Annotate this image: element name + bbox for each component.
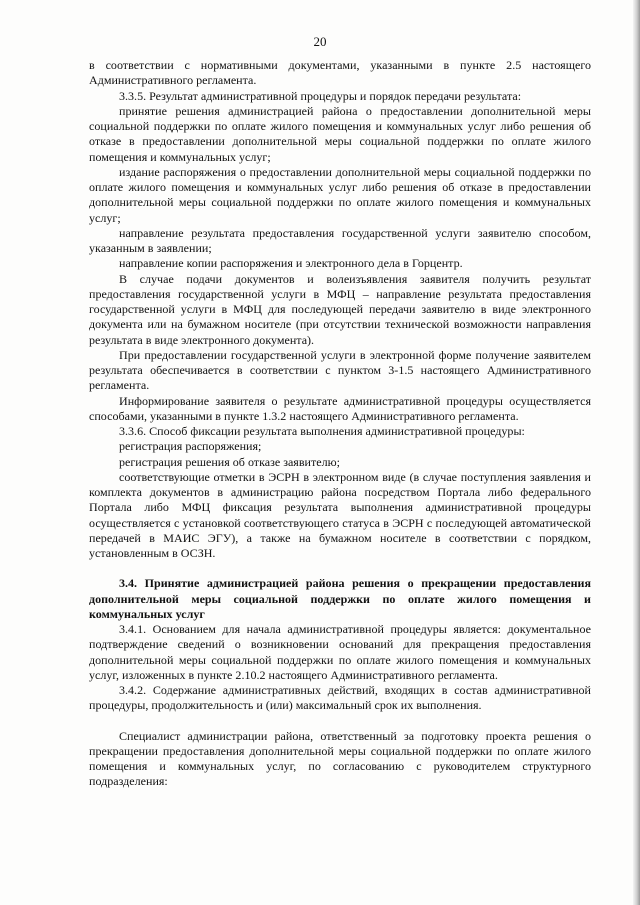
section-3-4-heading: 3.4. Принятие администрацией района решения о прекращении предоставления дополнительной меры социальной поддержки по оплате жилого помещения и коммунальных услуг xyxy=(89,576,591,621)
section-3-3-6-title: 3.3.6. Способ фиксации результата выполнения административной процедуры: xyxy=(119,424,525,438)
list-item: регистрация распоряжения; xyxy=(119,439,262,454)
paragraph: Информирование заявителя о результате административной процедуры осуществляется способами, указанными в пункте 1.3.2 настоящего Административного регламента. xyxy=(89,393,591,423)
document-body xyxy=(89,58,591,790)
paragraph: В случае подачи документов и волеизъявления заявителя получить результат предоставления государственной услуги в МФЦ – направление результата предоставления государственной услуги в МФЦ для последующей передачи заявителю в виде электронного документа или на бумажном носителе (при отсутствии технической возможности направления результата в виде электронного документа). xyxy=(89,271,591,347)
paragraph-continuation: в соответствии с нормативными документами, указанными в пункте 2.5 настоящего Административного регламента. xyxy=(89,58,591,88)
paragraph: При предоставлении государственной услуги в электронной форме получение заявителем результата обеспечивается в соответствии с пунктом 3-1.5 настоящего Административного регламента. xyxy=(89,347,591,393)
scan-edge-shadow xyxy=(633,0,640,905)
list-item: соответствующие отметки в ЭСРН в электронном виде (в случае поступления заявления и комплекта документов в администрацию района посредством Портала либо федерального Портала либо МФЦ фиксация результата выполнения административной процедуры осуществляется с установкой соответствующего статуса в ЭСРН с последующей автоматической передачей в МАИС ЭГУ), а также на бумажном носителе в соответствии с порядком, установленным в ОСЗН. xyxy=(89,469,591,560)
list-item: принятие решения администрацией района о предоставлении дополнительной меры социальной поддержки по оплате жилого помещения и коммунальных услуг либо решения об отказе в предоставлении дополнительной меры социальной поддержки по оплате жилого помещения и коммунальных услуг; xyxy=(89,103,591,164)
section-3-4-1: 3.4.1. Основанием для начала административной процедуры является: документальное подтверждение сведений о возникновении оснований для прекращения предоставления дополнительной меры социальной поддержки по оплате жилого помещения и коммунальных услуг, изложенных в пункте 2.10.2 настоящего Административного регламента. xyxy=(89,622,591,682)
section-3-3-5-title: 3.3.5. Результат административной процедуры и порядок передачи результата: xyxy=(119,88,522,103)
list-item: издание распоряжения о предоставлении дополнительной меры социальной поддержки по оплате жилого помещения и коммунальных услуг либо решения об отказе в предоставлении дополнительной меры социальной поддержки по оплате жилого помещения и коммунальных услуг; xyxy=(89,164,591,225)
list-item: направление результата предоставления государственной услуги заявителю способом, указанным в заявлении; xyxy=(89,225,591,255)
page-number: 20 xyxy=(313,34,327,49)
list-item: регистрация решения об отказе заявителю; xyxy=(119,454,340,469)
list-item: направление копии распоряжения и электронного дела в Горцентр. xyxy=(119,256,463,271)
section-3-4-2: 3.4.2. Содержание административных действий, входящих в состав административной процедуры, продолжительность и (или) максимальный срок их выполнения. xyxy=(89,683,591,713)
paragraph: Специалист администрации района, ответственный за подготовку проекта решения о прекращении предоставления дополнительной меры социальной поддержки по оплате жилого помещения и коммунальных услуг, по согласованию с руководителем структурного подразделения: xyxy=(89,728,591,789)
